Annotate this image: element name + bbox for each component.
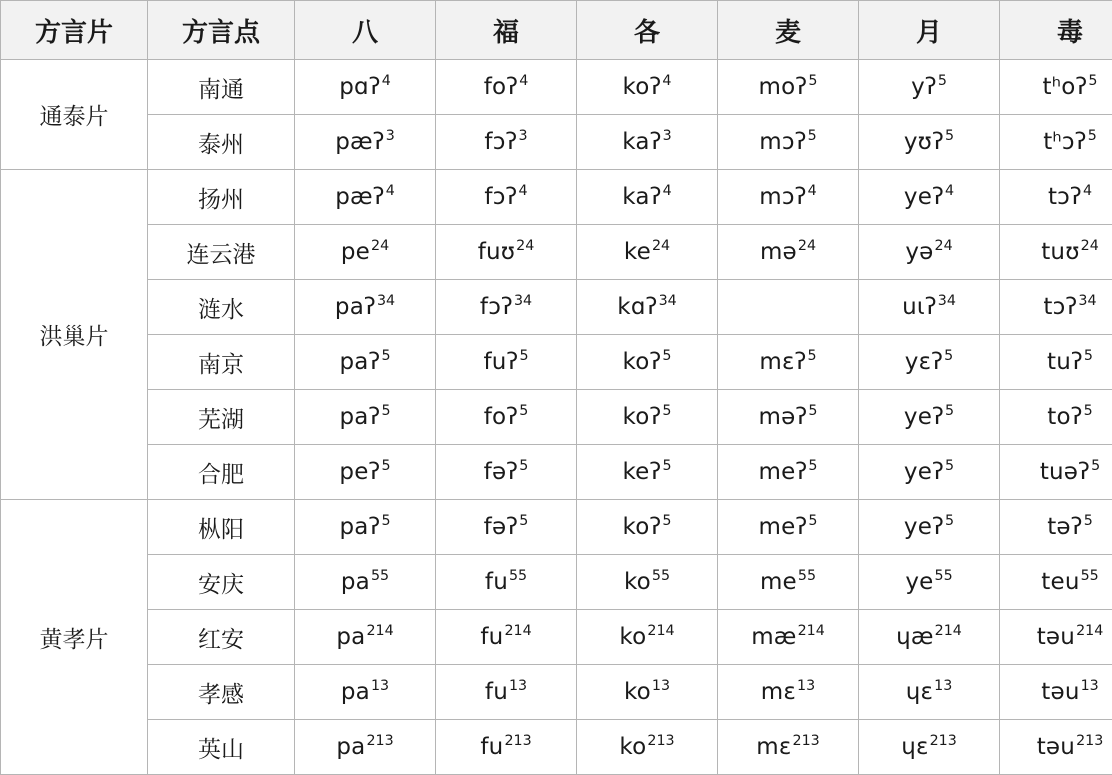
ipa-transcription: tuʔ	[1047, 349, 1083, 375]
dialect-point-cell: 英山	[148, 720, 295, 775]
ipa-transcription: kɑʔ	[617, 294, 657, 320]
pronunciation-cell	[436, 170, 577, 225]
pronunciation-cell	[295, 500, 436, 555]
tone-value: 34	[377, 293, 395, 309]
pronunciation-cell	[859, 665, 1000, 720]
table-row	[1, 280, 1112, 335]
dialect-group-cell: 黄孝片	[1, 500, 148, 775]
ipa-transcription: yeʔ	[904, 514, 944, 540]
tone-value: 5	[662, 513, 671, 529]
dialect-point-cell: 合肥	[148, 445, 295, 500]
pronunciation-cell	[859, 555, 1000, 610]
ipa-transcription: foʔ	[484, 404, 519, 430]
ipa-transcription: təu	[1041, 679, 1079, 705]
ipa-transcription: fuʊ	[478, 239, 515, 265]
table-row	[1, 390, 1112, 445]
tone-value: 4	[663, 183, 672, 199]
pronunciation-cell	[718, 500, 859, 555]
pronunciation-cell	[577, 280, 718, 335]
table-header	[1, 1, 1112, 60]
ipa-transcription: paʔ	[339, 404, 380, 430]
tone-value: 13	[509, 678, 527, 694]
pronunciation-cell	[1000, 115, 1112, 170]
ipa-transcription: fəʔ	[484, 514, 519, 540]
ipa-transcription: meʔ	[759, 459, 808, 485]
dialect-point-cell: 芜湖	[148, 390, 295, 445]
table-row	[1, 610, 1112, 665]
ipa-transcription: pɑʔ	[339, 74, 381, 100]
pronunciation-cell	[577, 225, 718, 280]
table-row	[1, 225, 1112, 280]
pronunciation-cell	[859, 720, 1000, 775]
tone-value: 4	[386, 183, 395, 199]
pronunciation-cell	[436, 115, 577, 170]
dialect-point-cell: 孝感	[148, 665, 295, 720]
tone-value: 55	[371, 568, 389, 584]
ipa-transcription: ye	[905, 569, 933, 595]
tone-value: 5	[945, 513, 954, 529]
tone-value: 4	[945, 183, 954, 199]
ipa-transcription: ɥæ	[896, 624, 934, 650]
ipa-transcription: pa	[336, 734, 365, 760]
ipa-transcription: fəʔ	[484, 459, 519, 485]
pronunciation-cell	[859, 445, 1000, 500]
tone-value: 5	[1091, 458, 1100, 474]
table-header-row	[1, 1, 1112, 60]
pronunciation-cell	[1000, 720, 1112, 775]
ipa-transcription: foʔ	[484, 74, 519, 100]
pronunciation-cell	[436, 610, 577, 665]
ipa-transcription: mɛʔ	[759, 349, 806, 375]
tone-value: 5	[381, 348, 390, 364]
pronunciation-cell	[718, 280, 859, 335]
table-body	[1, 60, 1112, 775]
pronunciation-cell	[859, 500, 1000, 555]
dialect-point-cell: 涟水	[148, 280, 295, 335]
ipa-transcription: mɛ	[761, 679, 796, 705]
ipa-transcription: fu	[480, 624, 503, 650]
tone-value: 213	[793, 733, 820, 749]
pronunciation-cell	[718, 720, 859, 775]
pronunciation-cell	[295, 555, 436, 610]
ipa-transcription: tʰɔʔ	[1043, 129, 1087, 155]
ipa-transcription: toʔ	[1047, 404, 1082, 430]
pronunciation-cell	[1000, 280, 1112, 335]
tone-value: 55	[509, 568, 527, 584]
tone-value: 213	[647, 733, 674, 749]
tone-value: 24	[798, 238, 816, 254]
ipa-transcription: paʔ	[335, 294, 376, 320]
pronunciation-cell	[577, 665, 718, 720]
ipa-transcription: tɔʔ	[1043, 294, 1077, 320]
pronunciation-cell	[718, 115, 859, 170]
tone-value: 214	[1076, 623, 1103, 639]
dialect-point-cell: 连云港	[148, 225, 295, 280]
tone-value: 5	[662, 348, 671, 364]
tone-value: 24	[652, 238, 670, 254]
ipa-transcription: ko	[619, 624, 646, 650]
pronunciation-cell	[859, 390, 1000, 445]
pronunciation-cell	[718, 60, 859, 115]
tone-value: 213	[504, 733, 531, 749]
ipa-transcription: koʔ	[623, 349, 662, 375]
tone-value: 214	[366, 623, 393, 639]
ipa-transcription: paʔ	[339, 349, 380, 375]
tone-value: 214	[798, 623, 825, 639]
pronunciation-cell	[577, 555, 718, 610]
pronunciation-cell	[577, 60, 718, 115]
tone-value: 5	[381, 513, 390, 529]
tone-value: 5	[519, 513, 528, 529]
ipa-transcription: pa	[341, 569, 370, 595]
dialect-point-cell: 南通	[148, 60, 295, 115]
ipa-transcription: mɔʔ	[759, 129, 806, 155]
tone-value: 5	[519, 348, 528, 364]
pronunciation-cell	[295, 225, 436, 280]
tone-value: 34	[514, 293, 532, 309]
pronunciation-cell	[295, 610, 436, 665]
pronunciation-cell	[436, 445, 577, 500]
table-row	[1, 555, 1112, 610]
tone-value: 5	[945, 458, 954, 474]
ipa-transcription: fu	[485, 569, 508, 595]
ipa-transcription: kaʔ	[622, 184, 661, 210]
ipa-transcription: yʊʔ	[904, 129, 944, 155]
tone-value: 3	[386, 128, 395, 144]
pronunciation-cell	[718, 170, 859, 225]
tone-value: 213	[366, 733, 393, 749]
table-row	[1, 60, 1112, 115]
tone-value: 24	[1081, 238, 1099, 254]
ipa-transcription: pa	[341, 679, 370, 705]
ipa-transcription: teu	[1041, 569, 1079, 595]
tone-value: 5	[1084, 403, 1093, 419]
tone-value: 5	[808, 73, 817, 89]
pronunciation-cell	[718, 665, 859, 720]
column-header-dialect-group: 方言片	[1, 1, 148, 60]
pronunciation-cell	[436, 555, 577, 610]
pronunciation-cell	[1000, 445, 1112, 500]
dialect-point-cell: 南京	[148, 335, 295, 390]
tone-value: 5	[1088, 73, 1097, 89]
tone-value: 4	[519, 183, 528, 199]
ipa-transcription: təu	[1037, 624, 1075, 650]
pronunciation-cell	[1000, 500, 1112, 555]
column-header-char-4: 麦	[718, 1, 859, 60]
ipa-transcription: yeʔ	[904, 404, 944, 430]
tone-value: 5	[808, 458, 817, 474]
tone-value: 24	[935, 238, 953, 254]
pronunciation-cell	[436, 390, 577, 445]
dialect-point-cell: 扬州	[148, 170, 295, 225]
tone-value: 5	[519, 403, 528, 419]
ipa-transcription: fɔʔ	[484, 184, 517, 210]
ipa-transcription: fuʔ	[483, 349, 518, 375]
ipa-transcription: ke	[624, 239, 651, 265]
ipa-transcription: mɔʔ	[759, 184, 806, 210]
ipa-transcription: koʔ	[623, 514, 662, 540]
pronunciation-cell	[295, 170, 436, 225]
pronunciation-cell	[718, 335, 859, 390]
tone-value: 34	[1078, 293, 1096, 309]
pronunciation-cell	[295, 445, 436, 500]
tone-value: 5	[662, 458, 671, 474]
pronunciation-cell	[295, 115, 436, 170]
tone-value: 213	[1076, 733, 1103, 749]
ipa-transcription: təu	[1037, 734, 1075, 760]
pronunciation-cell	[859, 335, 1000, 390]
table-row	[1, 335, 1112, 390]
ipa-transcription: məʔ	[759, 404, 808, 430]
ipa-transcription: kaʔ	[622, 129, 661, 155]
ipa-transcription: moʔ	[759, 74, 808, 100]
ipa-transcription: pe	[341, 239, 370, 265]
ipa-transcription: tuəʔ	[1040, 459, 1090, 485]
tone-value: 5	[1084, 513, 1093, 529]
pronunciation-cell	[436, 335, 577, 390]
tone-value: 5	[381, 403, 390, 419]
tone-value: 4	[382, 73, 391, 89]
tone-value: 3	[663, 128, 672, 144]
ipa-transcription: koʔ	[623, 74, 662, 100]
pronunciation-cell	[1000, 170, 1112, 225]
pronunciation-cell	[577, 720, 718, 775]
ipa-transcription: ko	[619, 734, 646, 760]
tone-value: 3	[519, 128, 528, 144]
ipa-transcription: peʔ	[339, 459, 380, 485]
tone-value: 24	[516, 238, 534, 254]
pronunciation-cell	[1000, 665, 1112, 720]
pronunciation-cell	[1000, 390, 1112, 445]
table-row	[1, 500, 1112, 555]
table-row	[1, 170, 1112, 225]
pronunciation-cell	[577, 115, 718, 170]
ipa-transcription: uɩʔ	[902, 294, 937, 320]
tone-value: 24	[371, 238, 389, 254]
tone-value: 213	[930, 733, 957, 749]
pronunciation-cell	[436, 720, 577, 775]
table-row	[1, 115, 1112, 170]
ipa-transcription: ko	[624, 569, 651, 595]
ipa-transcription: koʔ	[623, 404, 662, 430]
tone-value: 5	[1084, 348, 1093, 364]
dialect-point-cell: 红安	[148, 610, 295, 665]
ipa-transcription: pæʔ	[335, 129, 385, 155]
tone-value: 5	[938, 73, 947, 89]
tone-value: 5	[519, 458, 528, 474]
ipa-transcription: mæ	[751, 624, 796, 650]
table-row	[1, 720, 1112, 775]
pronunciation-cell	[718, 390, 859, 445]
pronunciation-cell	[859, 610, 1000, 665]
ipa-transcription: təʔ	[1047, 514, 1083, 540]
tone-value: 5	[382, 458, 391, 474]
tone-value: 214	[647, 623, 674, 639]
dialect-point-cell: 泰州	[148, 115, 295, 170]
tone-value: 34	[938, 293, 956, 309]
pronunciation-cell	[577, 335, 718, 390]
ipa-transcription: me	[760, 569, 797, 595]
pronunciation-cell	[436, 500, 577, 555]
tone-value: 214	[504, 623, 531, 639]
ipa-transcription: ko	[624, 679, 651, 705]
tone-value: 55	[1081, 568, 1099, 584]
tone-value: 4	[519, 73, 528, 89]
ipa-transcription: fu	[485, 679, 508, 705]
ipa-transcription: yeʔ	[904, 184, 944, 210]
tone-value: 13	[934, 678, 952, 694]
tone-value: 55	[798, 568, 816, 584]
table-row	[1, 665, 1112, 720]
tone-value: 5	[1088, 128, 1097, 144]
ipa-transcription: meʔ	[759, 514, 808, 540]
ipa-transcription: fu	[480, 734, 503, 760]
tone-value: 4	[662, 73, 671, 89]
pronunciation-cell	[859, 60, 1000, 115]
tone-value: 4	[1083, 183, 1092, 199]
pronunciation-cell	[859, 280, 1000, 335]
pronunciation-cell	[577, 500, 718, 555]
tone-value: 4	[808, 183, 817, 199]
ipa-transcription: paʔ	[339, 514, 380, 540]
tone-value: 5	[662, 403, 671, 419]
ipa-transcription: yɛʔ	[905, 349, 943, 375]
ipa-transcription: yʔ	[911, 74, 937, 100]
tone-value: 34	[659, 293, 677, 309]
pronunciation-cell	[1000, 225, 1112, 280]
ipa-transcription: pæʔ	[335, 184, 385, 210]
table-row	[1, 445, 1112, 500]
dialect-group-cell: 通泰片	[1, 60, 148, 170]
pronunciation-cell	[859, 115, 1000, 170]
ipa-transcription: yeʔ	[904, 459, 944, 485]
ipa-transcription: ɥɛ	[901, 734, 928, 760]
tone-value: 5	[808, 348, 817, 364]
pronunciation-cell	[295, 665, 436, 720]
tone-value: 5	[944, 348, 953, 364]
pronunciation-cell	[436, 280, 577, 335]
tone-value: 13	[1081, 678, 1099, 694]
pronunciation-cell	[1000, 335, 1112, 390]
ipa-transcription: fɔʔ	[484, 129, 517, 155]
pronunciation-cell	[436, 60, 577, 115]
tone-value: 5	[808, 403, 817, 419]
ipa-transcription: ɥɛ	[906, 679, 933, 705]
ipa-transcription: fɔʔ	[480, 294, 513, 320]
pronunciation-cell	[718, 610, 859, 665]
pronunciation-cell	[859, 225, 1000, 280]
pronunciation-cell	[577, 610, 718, 665]
column-header-char-5: 月	[859, 1, 1000, 60]
column-header-char-3: 各	[577, 1, 718, 60]
pronunciation-cell	[859, 170, 1000, 225]
column-header-char-6: 毒	[1000, 1, 1112, 60]
tone-value: 13	[652, 678, 670, 694]
pronunciation-cell	[577, 170, 718, 225]
tone-value: 55	[652, 568, 670, 584]
column-header-char-2: 福	[436, 1, 577, 60]
tone-value: 214	[935, 623, 962, 639]
pronunciation-cell	[295, 280, 436, 335]
ipa-transcription: pa	[336, 624, 365, 650]
ipa-transcription: yə	[905, 239, 933, 265]
tone-value: 13	[371, 678, 389, 694]
pronunciation-cell	[1000, 60, 1112, 115]
dialect-point-cell: 安庆	[148, 555, 295, 610]
dialect-point-cell: 枞阳	[148, 500, 295, 555]
dialect-group-cell: 洪巢片	[1, 170, 148, 500]
tone-value: 5	[945, 403, 954, 419]
tone-value: 5	[808, 513, 817, 529]
ipa-transcription: mə	[760, 239, 797, 265]
pronunciation-cell	[436, 225, 577, 280]
pronunciation-cell	[577, 445, 718, 500]
pronunciation-cell	[295, 335, 436, 390]
ipa-transcription: tʰoʔ	[1042, 74, 1087, 100]
pronunciation-cell	[295, 720, 436, 775]
pronunciation-cell	[295, 390, 436, 445]
ipa-transcription: tɔʔ	[1048, 184, 1082, 210]
tone-value: 55	[935, 568, 953, 584]
pronunciation-cell	[718, 225, 859, 280]
column-header-dialect-point: 方言点	[148, 1, 295, 60]
ipa-transcription: keʔ	[622, 459, 661, 485]
pronunciation-cell	[718, 555, 859, 610]
tone-value: 5	[808, 128, 817, 144]
pronunciation-cell	[577, 390, 718, 445]
pronunciation-cell	[1000, 555, 1112, 610]
tone-value: 5	[945, 128, 954, 144]
pronunciation-cell	[436, 665, 577, 720]
ipa-transcription: mɛ	[756, 734, 791, 760]
pronunciation-cell	[718, 445, 859, 500]
tone-value: 13	[797, 678, 815, 694]
column-header-char-1: 八	[295, 1, 436, 60]
pronunciation-cell	[1000, 610, 1112, 665]
ipa-transcription: tuʊ	[1041, 239, 1079, 265]
pronunciation-cell	[295, 60, 436, 115]
